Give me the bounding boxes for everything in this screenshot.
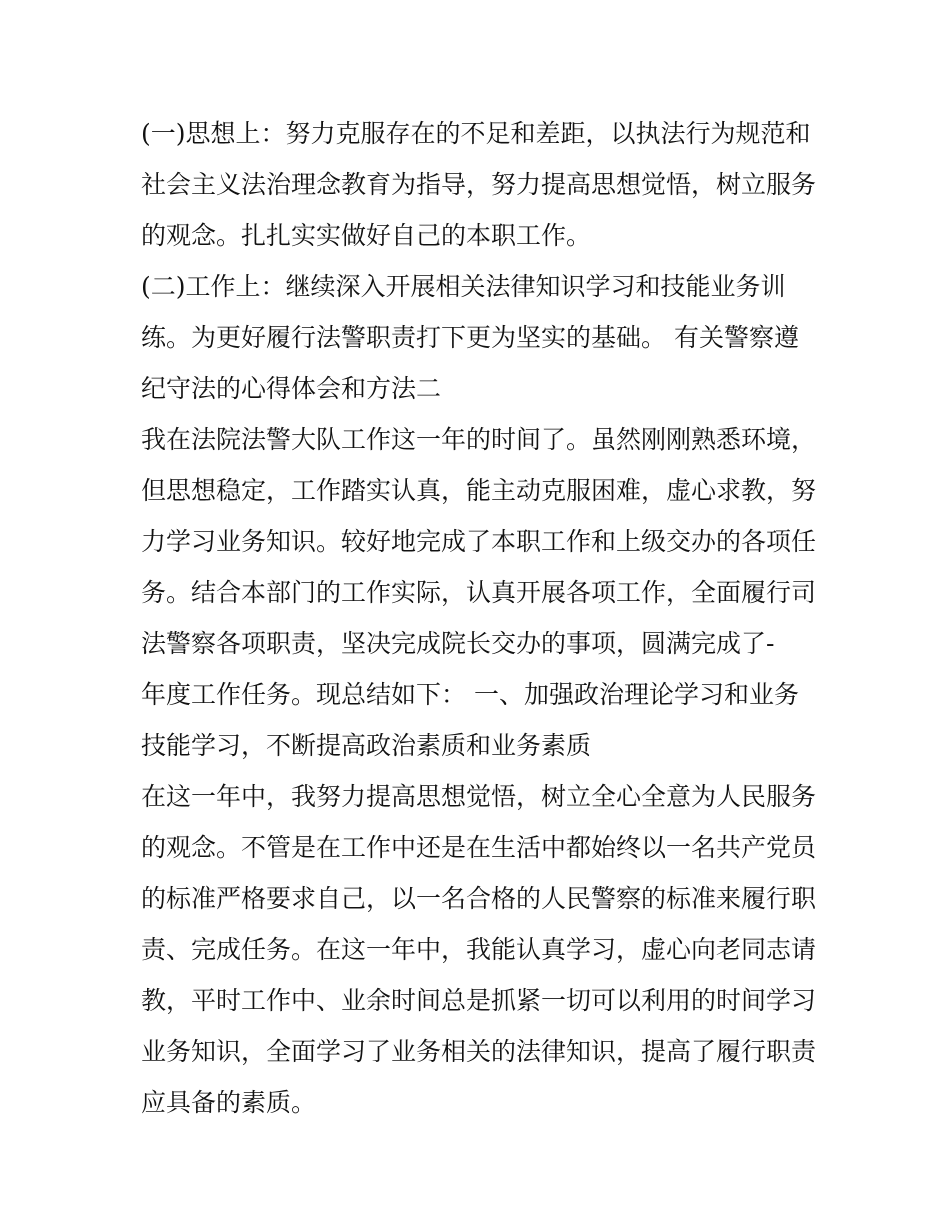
text-line: 在这一年中，我努力提高思想觉悟，树立全心全意为人民服务 (141, 782, 817, 811)
text-line: 练。为更好履行法警职责打下更为坚实的基础。 有关警察遵 (141, 323, 799, 352)
text-line: 法警察各项职责，坚决完成院长交办的事项，圆满完成了- (141, 629, 775, 658)
text-line: 教，平时工作中、业余时间总是抓紧一切可以利用的时间学习 (141, 986, 817, 1015)
text-line: (一)思想上：努力克服存在的不足和差距，以执法行为规范和 (141, 119, 811, 148)
text-line: 我在法院法警大队工作这一年的时间了。虽然刚刚熟悉环境， (141, 425, 817, 454)
text-line: 业务知识，全面学习了业务相关的法律知识，提高了履行职责 (141, 1037, 817, 1066)
text-line: 力学习业务知识。较好地完成了本职工作和上级交办的各项任 (141, 527, 817, 556)
text-line: 应具备的素质。 (141, 1088, 317, 1117)
text-line: 的标准严格要求自己，以一名合格的人民警察的标准来履行职 (141, 884, 817, 913)
text-line: 年度工作任务。现总结如下： 一、加强政治理论学习和业务 (141, 680, 799, 709)
text-line: 的观念。扎扎实实做好自己的本职工作。 (141, 221, 592, 250)
text-line: 社会主义法治理念教育为指导，努力提高思想觉悟，树立服务 (141, 170, 817, 199)
text-line: 责、完成任务。在这一年中，我能认真学习，虚心向老同志请 (141, 935, 817, 964)
text-line: 技能学习，不断提高政治素质和业务素质 (141, 731, 592, 760)
text-line: (二)工作上：继续深入开展相关法律知识学习和技能业务训 (141, 272, 786, 301)
text-line: 务。结合本部门的工作实际，认真开展各项工作，全面履行司 (141, 578, 817, 607)
text-line: 但思想稳定，工作踏实认真，能主动克服困难，虚心求教，努 (141, 476, 817, 505)
text-line: 纪守法的心得体会和方法二 (141, 374, 442, 403)
document-body (141, 108, 821, 1128)
text-line: 的观念。不管是在工作中还是在生活中都始终以一名共产党员 (141, 833, 817, 862)
